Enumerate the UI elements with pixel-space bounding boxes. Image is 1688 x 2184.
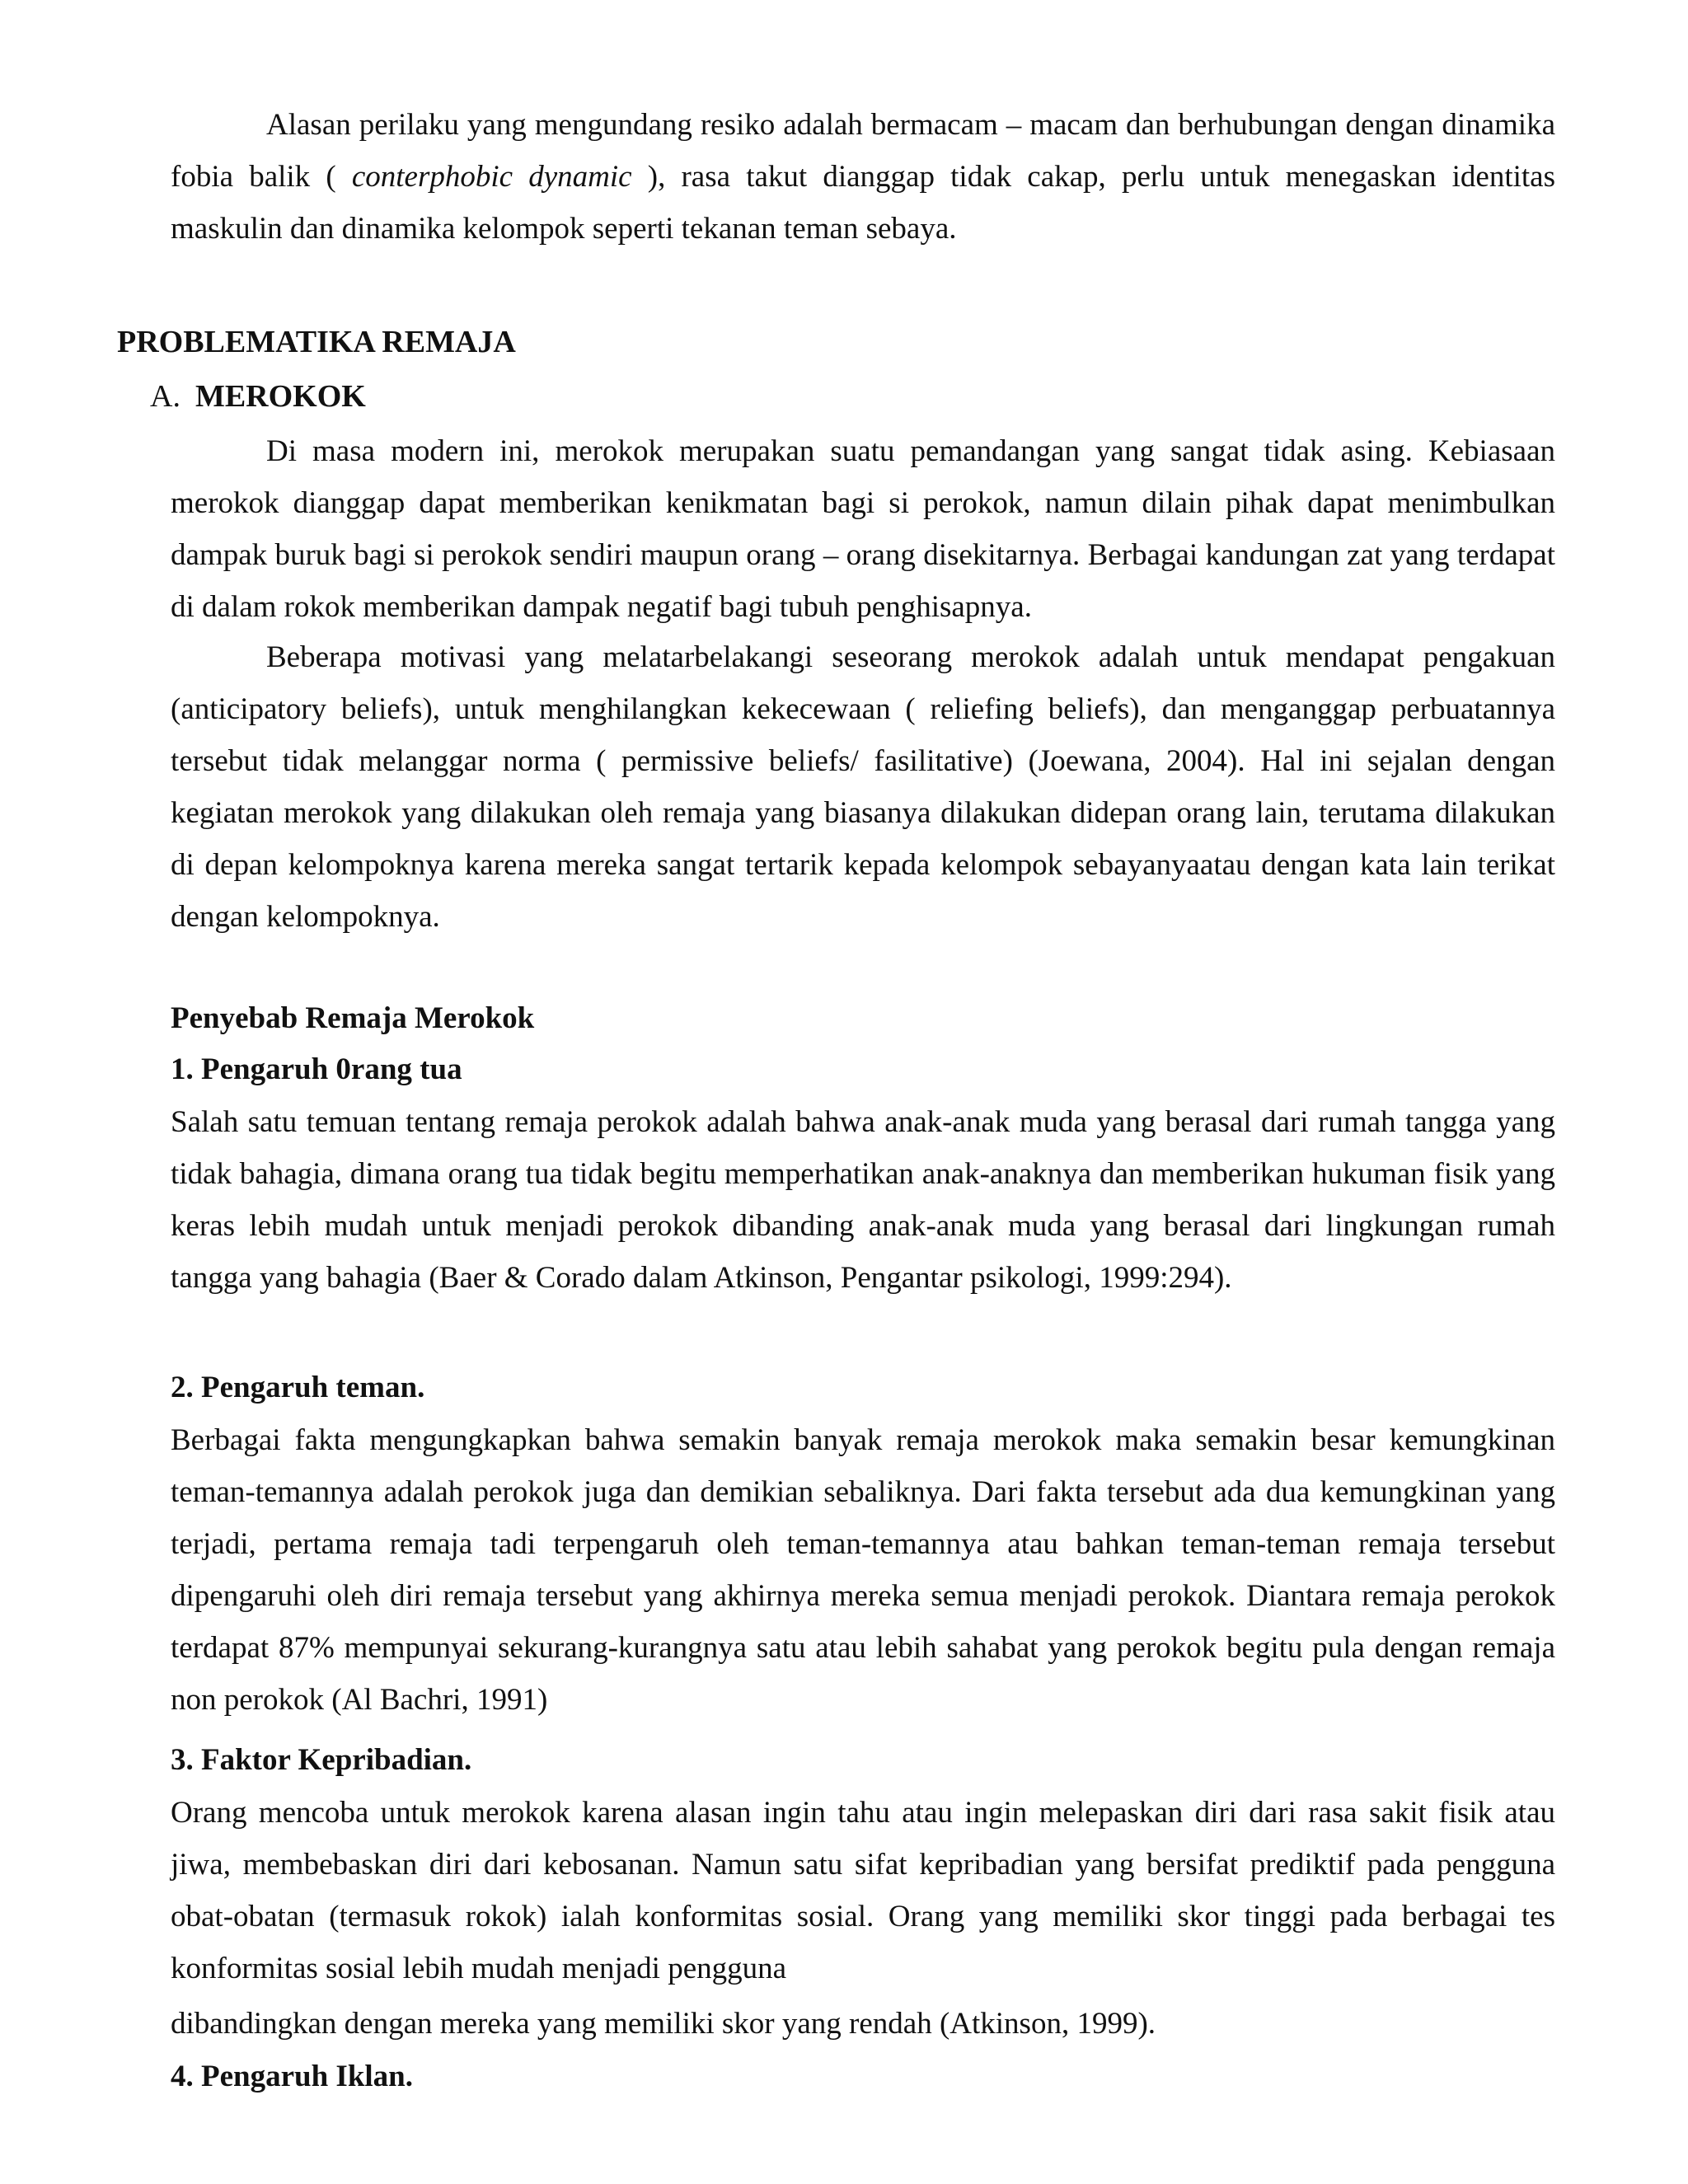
merokok-paragraph-1: Di masa modern ini, merokok merupakan suatu pemandangan yang sangat tidak asing. Kebiasaan merokok dianggap dapat memberikan kenikmatan bagi si perokok, namun dilain pihak dapat menimbulkan dampak buruk bagi si perokok sendiri maupun orang – orang disekitarnya. Berbagai kandungan zat yang terdapat di dalam rokok memberikan dampak negatif bagi tubuh penghisapnya. (171, 434, 1555, 624)
section-letter: A. (150, 379, 181, 414)
kepribadian-last-line: dibandingkan dengan mereka yang memiliki skor yang rendah (Atkinson, 1999). (171, 2007, 1156, 2041)
heading-problematika: PROBLEMATIKA REMAJA (117, 325, 516, 359)
merokok-paragraph-2: Beberapa motivasi yang melatarbelakangi seseorang merokok adalah untuk mendapat pengakuan (anticipatory beliefs), untuk menghilangkan kekecewaan ( reliefing beliefs), dan menganggap perbuatannya tersebut tidak melanggar norma ( permissive beliefs/ fasilitative) (Joewana, 2004). Hal ini sejalan dengan kegiatan merokok yang dilakukan oleh remaja yang biasanya dilakukan didepan orang lain, terutama dilakukan di depan kelompoknya karena mereka sangat tertarik kepada kelompok sebayanyaatau dengan kata lain terikat dengan kelompoknya. (171, 640, 1555, 934)
item-4-heading: 4. Pengaruh Iklan. (171, 2060, 414, 2093)
section-title: MEROKOK (195, 379, 366, 414)
intro-text-start: Alasan perilaku yang mengundang resiko adalah bermacam – macam dan berhubungan dengan dinamika fobia balik ( (171, 108, 1555, 194)
item-2-heading: 2. Pengaruh teman. (171, 1371, 425, 1404)
orang-tua-paragraph: Salah satu temuan tentang remaja perokok adalah bahwa anak-anak muda yang berasal dari rumah tangga yang tidak bahagia, dimana orang tua tidak begitu memperhatikan anak-anaknya dan memberikan hukuman fisik yang keras lebih mudah untuk menjadi perokok dibanding anak-anak muda yang berasal dari lingkungan rumah tangga yang bahagia (Baer & Corado dalam Atkinson, Pengantar psikologi, 1999:294). (171, 1105, 1555, 1295)
heading-merokok (150, 371, 366, 423)
item-1-heading: 1. Pengaruh 0rang tua (171, 1052, 462, 1086)
heading-penyebab: Penyebab Remaja Merokok (171, 1001, 535, 1035)
item-3-heading: 3. Faktor Kepribadian. (171, 1743, 472, 1777)
teman-paragraph: Berbagai fakta mengungkapkan bahwa semakin banyak remaja merokok maka semakin besar kemungkinan teman-temannya adalah perokok juga dan demikian sebaliknya. Dari fakta tersebut ada dua kemungkinan yang terjadi, pertama remaja tadi terpengaruh oleh teman-temannya atau bahkan teman-teman remaja tersebut dipengaruhi oleh diri remaja tersebut yang akhirnya mereka semua menjadi perokok. Diantara remaja perokok terdapat 87% mempunyai sekurang-kurangnya satu atau lebih sahabat yang perokok begitu pula dengan remaja non perokok (Al Bachri, 1991) (171, 1423, 1555, 1717)
intro-italic-term: conterphobic dynamic (351, 160, 632, 194)
intro-text-end: ), rasa takut dianggap tidak cakap, perlu untuk menegaskan identitas maskulin dan dinamika kelompok seperti tekanan teman sebaya. (171, 160, 1556, 246)
kepribadian-paragraph: Orang mencoba untuk merokok karena alasan ingin tahu atau ingin melepaskan diri dari rasa sakit fisik atau jiwa, membebaskan diri dari kebosanan. Namun satu sifat kepribadian yang bersifat prediktif pada pengguna obat-obatan (termasuk rokok) ialah konformitas sosial. Orang yang memiliki skor tinggi pada berbagai tes konformitas sosial lebih mudah menjadi pengguna (171, 1796, 1555, 1985)
intro-paragraph (171, 99, 1555, 255)
